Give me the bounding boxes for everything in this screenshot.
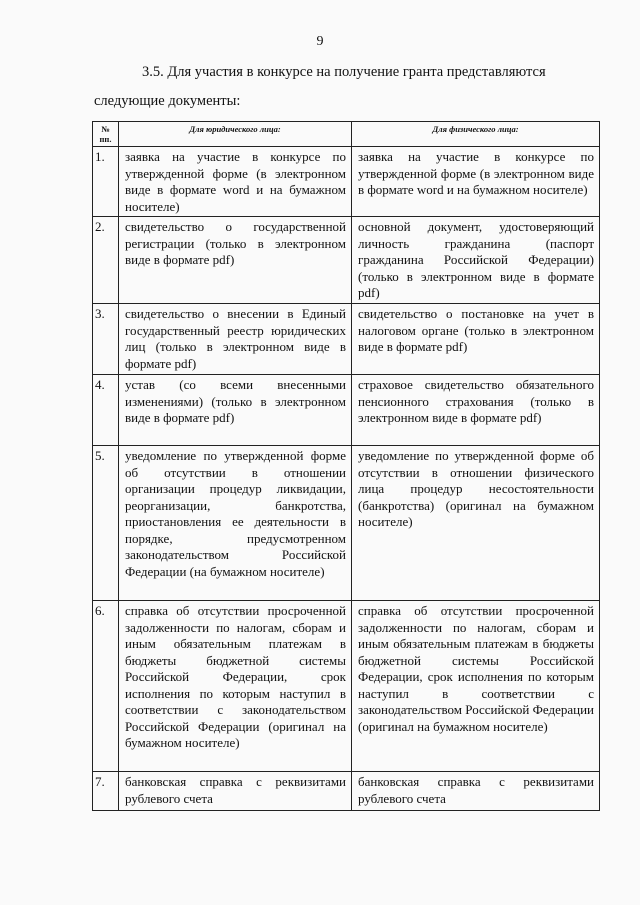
row-number: 7.: [93, 772, 119, 811]
legal-entity-doc: уведомление по утвержденной форме об отсутствии в отношении организации процедур ликвидации, реорганизации, банкротства, приостановления ее деятельности в порядке, предусмотренном законодательством Российской Федерации (на бумажном носителе): [119, 446, 352, 601]
table-row: [93, 147, 600, 217]
header-num: № пп.: [93, 122, 119, 147]
table-row: [93, 446, 600, 601]
individual-doc: уведомление по утвержденной форме об отсутствии в отношении физического лица процедур несостоятельности (банкротства) (оригинал на бумажном носителе): [352, 446, 600, 601]
page-number: 9: [316, 34, 324, 49]
legal-entity-doc: свидетельство о государственной регистрации (только в электронном виде в формате pdf): [119, 217, 352, 304]
row-number: 3.: [93, 304, 119, 375]
individual-doc: справка об отсутствии просроченной задолженности по налогам, сборам и иным обязательным платежам в бюджеты бюджетной системы Российской Федерации, срок исполнения по которым наступил в соответствии с законодательством Российской Федерации (оригинал на бумажном носителе): [352, 601, 600, 772]
table-row: [93, 217, 600, 304]
legal-entity-doc: справка об отсутствии просроченной задолженности по налогам, сборам и иным обязательным платежам в бюджеты бюджетной системы Российской Федерации, срок исполнения по которым наступил в соответствии с законодательством Российской Федерации (оригинал на бумажном носителе): [119, 601, 352, 772]
individual-doc: страховое свидетельство обязательного пенсионного страхования (только в электронном виде в формате pdf): [352, 375, 600, 446]
row-number: 5.: [93, 446, 119, 601]
legal-entity-doc: банковская справка с реквизитами рублевого счета: [119, 772, 352, 811]
individual-doc: банковская справка с реквизитами рублевого счета: [352, 772, 600, 811]
row-number: 4.: [93, 375, 119, 446]
header-individual: Для физического лица:: [352, 122, 600, 147]
intro-paragraph: 3.5. Для участия в конкурсе на получение гранта представляются следующие документы:: [94, 64, 546, 109]
table-row: [93, 375, 600, 446]
documents-table: [92, 121, 600, 811]
row-number: 6.: [93, 601, 119, 772]
header-legal-entity: Для юридического лица:: [119, 122, 352, 147]
table-row: [93, 601, 600, 772]
table-row: [93, 772, 600, 811]
row-number: 2.: [93, 217, 119, 304]
row-number: 1.: [93, 147, 119, 217]
table-row: [93, 304, 600, 375]
table-header-row: [93, 122, 600, 147]
legal-entity-doc: заявка на участие в конкурсе по утвержденной форме (в электронном виде в формате word и на бумажном носителе): [119, 147, 352, 217]
individual-doc: заявка на участие в конкурсе по утвержденной форме (в электронном виде в формате word и на бумажном носителе): [352, 147, 600, 217]
legal-entity-doc: свидетельство о внесении в Единый государственный реестр юридических лиц (только в электронном виде в формате pdf): [119, 304, 352, 375]
individual-doc: свидетельство о постановке на учет в налоговом органе (только в электронном виде в формате pdf): [352, 304, 600, 375]
legal-entity-doc: устав (со всеми внесенными изменениями) (только в электронном виде в формате pdf): [119, 375, 352, 446]
individual-doc: основной документ, удостоверяющий личность гражданина (паспорт гражданина Российской Федерации) (только в электронном виде в формате pdf): [352, 217, 600, 304]
